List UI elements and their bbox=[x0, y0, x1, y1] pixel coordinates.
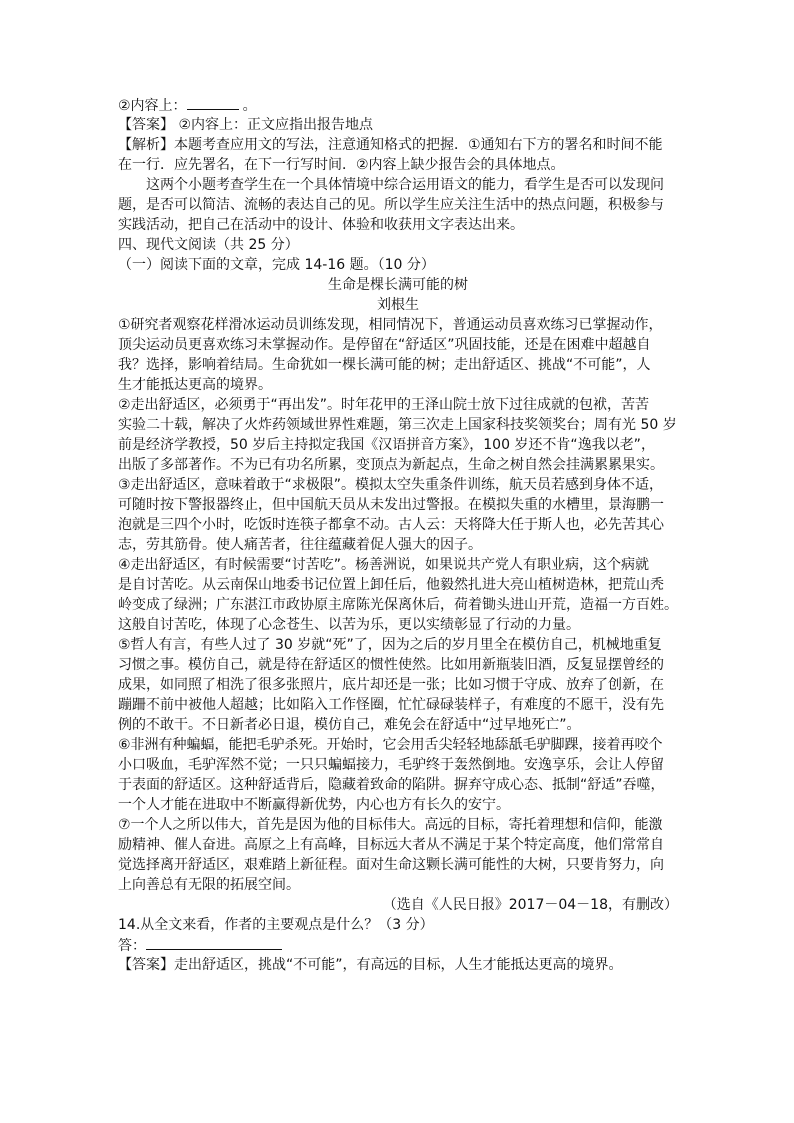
article-source: （选自《人民日报》2017－04－18，有删改） bbox=[382, 897, 678, 913]
article-line: 习惯之事。模仿自己，就是待在舒适区的惯性使然。比如用新瓶装旧酒，反复显摆曾经的 bbox=[118, 657, 664, 673]
analysis-line: 题，是否可以简洁、流畅的表达自己的见。所以学生应关注生活中的热点问题，积极参与 bbox=[118, 197, 664, 213]
article-line: 例的不敢干。不日新者必日退，模仿自己，难免会在舒适中“过早地死亡”。 bbox=[118, 717, 581, 733]
question-14: 14.从全文来看，作者的主要观点是什么？（3 分） bbox=[118, 917, 434, 933]
section-heading: 四、现代文阅读（共 25 分） bbox=[118, 237, 299, 253]
content-question-tail: 。 bbox=[242, 98, 257, 114]
article-line: 励精神、催人奋进。高原之上有高峰，目标远大者从不满足于某个特定高度，他们常常自 bbox=[118, 837, 664, 853]
answer-prompt bbox=[118, 935, 678, 955]
content-question bbox=[118, 95, 678, 115]
article-line: ②走出舒适区，必须勇于“再出发”。时年花甲的王泽山院士放下过往成就的包袱，苦苦 bbox=[118, 397, 650, 413]
article-line: 这般自讨苦吃，体现了心念苍生、以苦为乐，更以实绩彰显了行动的力量。 bbox=[118, 617, 580, 633]
article-line: ⑦一个人之所以伟大，首先是因为他的目标伟大。高远的目标，寄托着理想和信仰，能激 bbox=[118, 817, 663, 833]
article-line: 实验二十载，解决了火炸药领域世界性难题，第三次走上国家科技奖领奖台；周有光 50 岁 bbox=[118, 417, 677, 433]
article-line: ⑥非洲有种蝙蝠，能把毛驴杀死。开始时，它会用舌尖轻轻地舔舐毛驴脚踝，接着再咬个 bbox=[118, 737, 663, 753]
answer-blank bbox=[146, 935, 282, 950]
article-title: 生命是棵长满可能的树 bbox=[328, 277, 468, 293]
section-sub-heading: （一）阅读下面的文章，完成 14-16 题。（10 分） bbox=[118, 257, 435, 273]
analysis-line: 在一行．应先署名，在下一行写时间．②内容上缺少报告会的具体地点。 bbox=[118, 157, 565, 173]
article-line: 于表面的舒适区。这种舒适背后，隐藏着致命的陷阱。摒弃守成心态、抵制“舒适”吞噬， bbox=[118, 777, 665, 793]
article-line: 前是经济学教授，50 岁后主持拟定我国《汉语拼音方案》，100 岁还不肯“逸我以老”， bbox=[118, 437, 655, 453]
article-line: 小口吸血，毛驴浑然不觉；一只只蝙蝠接力，毛驴终于轰然倒地。安逸享乐，会让人停留 bbox=[118, 757, 664, 773]
article-body bbox=[118, 315, 678, 895]
content-question-label: ②内容上： bbox=[118, 98, 187, 114]
article-line: ③走出舒适区，意味着敢于“求极限”。模拟太空失重条件训练，航天员若感到身体不适， bbox=[118, 477, 664, 493]
article-line: 我？选择，影响着结局。生命犹如一棵长满可能的树；走出舒适区、挑战“不可能”，人 bbox=[118, 357, 651, 373]
article-line: 出版了多部著作。不为已有功名所累，变顶点为新起点，生命之树自然会挂满累累果实。 bbox=[118, 457, 664, 473]
analysis-line: 【解析】本题考查应用文的写法，注意通知格式的把握．①通知右下方的署名和时间不能 bbox=[118, 137, 663, 153]
article-line: ⑤哲人有言，有些人过了 30 岁就“死”了，因为之后的岁月里全在模仿自己，机械地重复 bbox=[118, 637, 662, 653]
article-line: 生才能抵达更高的境界。 bbox=[118, 377, 272, 393]
article-author: 刘根生 bbox=[377, 297, 419, 313]
answer-line: 【答案】走出舒适区，挑战“不可能”，有高远的目标，人生才能抵达更高的境界。 bbox=[118, 957, 623, 973]
article-line: 可随时按下警报器终止，但中国航天员从未发出过警报。在模拟失重的水槽里，景海鹏一 bbox=[118, 497, 664, 513]
analysis-line: 这两个小题考查学生在一个具体情境中综合运用语文的能力，看学生是否可以发现问 bbox=[146, 177, 664, 193]
article-line: ④走出舒适区，有时候需要“讨苦吃”。杨善洲说，如果说共产党人有职业病，这个病就 bbox=[118, 557, 650, 573]
document-page bbox=[118, 95, 678, 975]
article-line: 一个人才能在进取中不断赢得新优势，内心也方有长久的安宁。 bbox=[118, 797, 510, 813]
article-line: 志，劳其筋骨。使人痛苦者，往往蕴藏着促人强大的因子。 bbox=[118, 537, 482, 553]
answer-line: 【答案】 ②内容上：正文应指出报告地点 bbox=[118, 117, 373, 133]
article-line: 蹦跚不前中被他人超越；比如陷入工作怪圈，忙忙碌碌装样子，有难度的不愿干，没有先 bbox=[118, 697, 664, 713]
article-line: 是自讨苦吃。从云南保山地委书记位置上卸任后，他毅然扎进大亮山植树造林，把荒山秃 bbox=[118, 577, 664, 593]
answer-label: 答： bbox=[118, 938, 146, 954]
article-line: 上向善总有无限的拓展空间。 bbox=[118, 877, 300, 893]
article-line: 岭变成了绿洲；广东湛江市政协原主席陈光保离休后，荷着锄头进山开荒，造福一方百姓。 bbox=[118, 597, 678, 613]
analysis-line: 实践活动，把自己在活动中的设计、体验和收获用文字表达出来。 bbox=[118, 217, 524, 233]
article-line: ①研究者观察花样滑冰运动员训练发现，相同情况下，普通运动员喜欢练习已掌握动作， bbox=[118, 317, 663, 333]
article-line: 觉选择离开舒适区，艰难踏上新征程。面对生命这颗长满可能性的大树，只要肯努力，向 bbox=[118, 857, 664, 873]
article-line: 顶尖运动员更喜欢练习未掌握动作。是停留在“舒适区”巩固技能，还是在困难中超越自 bbox=[118, 337, 651, 353]
answer-blank bbox=[187, 95, 239, 110]
article-line: 成果，如同照了相洗了很多张照片，底片却还是一张；比如习惯于守成、放弃了创新，在 bbox=[118, 677, 664, 693]
article-line: 泡就是三四个小时，吃饭时连筷子都拿不动。古人云：天将降大任于斯人也，必先苦其心 bbox=[118, 517, 664, 533]
